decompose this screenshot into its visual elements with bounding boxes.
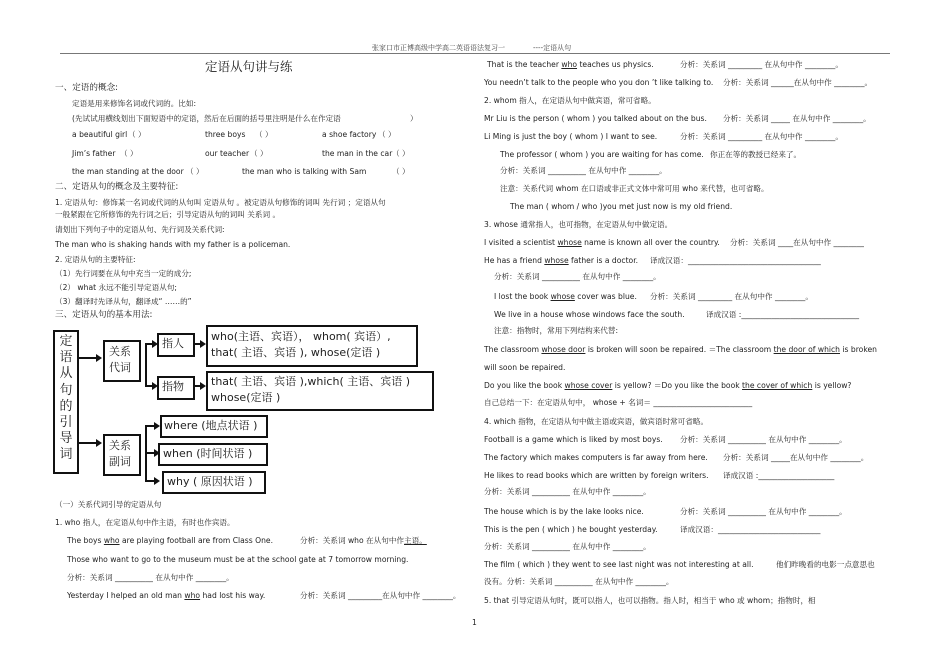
whose-example-3: I lost the book whose cover was blue. <box>494 292 637 301</box>
which-example-3: He likes to read books which are written by foreign writers. <box>484 471 709 480</box>
which-translate-3: 译成汉语 :____________________ <box>723 471 835 480</box>
s2-definition-1: 1. 定语从句：修饰某一名词或代词的从句叫 定语从句 。被定语从句修饰的词叫 先行词 ；定语从句 <box>55 198 386 207</box>
person-words-2: that( 主语、宾语 ), whose(定语 ) <box>211 346 381 359</box>
which-example-1: Football is a game which is liked by most boys. <box>484 435 663 444</box>
whose-translate-2: 译成汉语：___________________________________ <box>650 256 821 265</box>
example-phrase: three boys <box>205 130 246 139</box>
section-1-heading: 一、定语的概念: <box>55 83 119 93</box>
header-left: 张家口市正博高级中学高二英语语法复习一 <box>372 44 505 52</box>
whose-analysis-2: 分析：关系词 __________ 在从句中作 ________。 <box>494 272 661 281</box>
who-rule: 1. who 指人，在定语从句中作主语，有时也作宾语。 <box>55 518 235 527</box>
whom-example-3: The professor ( whom ) you are waiting for has come. <box>500 150 704 159</box>
which-analysis-4: 分析：关系词 __________ 在从句中作 ________。 <box>680 507 847 516</box>
r-analysis-2: 分析：关系词 ______在从句中作 ________。 <box>723 78 873 87</box>
whose-summary: 自己总结一下：在定语从句中， whose + 名词＝ __________________________ <box>484 398 753 407</box>
s1-line-1: 定语是用来修饰名词或代词的。比如: <box>72 99 197 108</box>
arrow-to-person <box>145 343 153 345</box>
whom-example-2: Li Ming is just the boy ( whom ) I want to see. <box>484 132 658 141</box>
who-analysis-2: 分析：关系词 __________ 在从句中作 ________。 <box>67 573 234 582</box>
s2-feature-3: （3）翻译时先译从句，翻译成“ ……的” <box>55 297 192 306</box>
arrow-to-why <box>145 480 155 482</box>
arrow-person-words <box>193 343 201 345</box>
person-label: 指人 <box>162 337 184 350</box>
whom-note: 注意：关系代词 whom 在口语或非正式文体中常可用 who 来代替，也可省略。 <box>500 184 769 193</box>
who-analysis-3: 分析：关系词 _________在从句中作 ________。 <box>300 591 461 600</box>
whose-equiv-1-cont: will soon be repaired. <box>484 363 566 372</box>
who-example-1: The boys who are playing football are from Class One. <box>67 536 273 545</box>
rel-adv-label-2: 副词 <box>109 455 131 468</box>
example-phrase: the man standing at the door <box>72 167 184 176</box>
which-translate-5: 译成汉语：___________________________ <box>680 525 821 534</box>
where-label: where (地点状语 ) <box>164 419 258 432</box>
s2-feature-2: （2） what 永远不能引导定语从句; <box>55 283 177 292</box>
whose-example-1: I visited a scientist whose name is known all over the country. <box>484 238 720 247</box>
example-paren: （ ） <box>120 149 138 158</box>
whom-analysis-3: 分析：关系词 __________ 在从句中作 ________。 <box>500 166 667 175</box>
r-line-1: That is the teacher who teaches us physics. <box>487 60 654 69</box>
s2-example: The man who is shaking hands with my father is a policeman. <box>55 240 291 249</box>
example-phrase: a beautiful girl <box>72 130 128 139</box>
which-rule: 4. which 指物，在定语从句中做主语或宾语，做宾语时常可省略。 <box>484 417 709 426</box>
which-example-6-cn: 他们昨晚看的电影一点意思也 <box>776 560 875 569</box>
which-analysis-6: 没有。分析：关系词 __________ 在从句中作 ________。 <box>484 577 674 586</box>
which-example-6: The film ( which ) they went to see last night was not interesting at all. <box>484 560 754 569</box>
whom-rule: 2. whom 指人，在定语从句中做宾语，常可省略。 <box>484 96 656 105</box>
example-phrase: the man in the car <box>322 149 393 158</box>
whom-example-3-cn: 你正在等的教授已经来了。 <box>710 150 802 159</box>
s2-definition-2: 一般紧跟在它所修饰的先行词之后；引导定语从句的词叫 关系词 。 <box>55 210 281 219</box>
example-phrase: Jim’s father <box>72 149 116 158</box>
header-right: ----定语从句 <box>533 44 572 52</box>
arrow-to-where <box>145 425 155 427</box>
s2-task: 请划出下列句子中的定语从句、先行词及关系代词: <box>55 225 225 234</box>
whose-equiv-2: Do you like the book whose cover is yellow? ＝Do you like the book the cover of which is yellow? <box>484 381 852 390</box>
whom-example-1: Mr Liu is the person ( whom ) you talked about on the bus. <box>484 114 707 123</box>
thing-label: 指物 <box>162 380 184 393</box>
whose-analysis-1: 分析：关系词 ____在从句中作 ________ <box>730 238 864 247</box>
section-3-heading: 三、定语从句的基本用法: <box>55 310 153 320</box>
s2-features-heading: 2. 定语从句的主要特征: <box>55 255 136 264</box>
example-paren: （ ） <box>392 149 410 158</box>
s1-line-2-paren: ） <box>410 114 418 123</box>
which-analysis-2: 分析：关系词 _____在从句中作 ________。 <box>723 453 869 462</box>
arrow-to-thing <box>145 385 153 387</box>
rel-pron-label-1: 关系 <box>109 345 131 358</box>
section-2-heading: 二、定语从句的概念及主要特征: <box>55 182 179 192</box>
who-analysis-1: 分析：关系词 who 在从句中作主语。 <box>300 536 427 545</box>
example-phrase: a shoe factory <box>322 130 377 139</box>
s1-line-2: (先试试用横线划出下面短语中的定语，然后在后面的括号里注明是什么在作定语 <box>72 114 341 123</box>
thing-words-2: whose(定语 ) <box>211 391 281 404</box>
when-label: when (时间状语 ) <box>163 447 253 460</box>
whose-equiv-1: The classroom whose door is broken will soon be repaired. ＝The classroom the door of which is broken <box>484 345 877 354</box>
arrow-to-rel-adv <box>79 442 97 444</box>
page-title: 定语从句讲与练 <box>205 59 293 74</box>
whose-note: 注意：指物时，常用下列结构来代替: <box>494 326 619 335</box>
example-paren: （ ） <box>255 130 273 139</box>
example-paren: （ ） <box>250 149 268 158</box>
whose-example-4: We live in a house whose windows face the south. <box>494 310 685 319</box>
r-analysis-1: 分析：关系词 _________ 在从句中作 ________。 <box>680 60 843 69</box>
example-phrase: our teacher <box>205 149 250 158</box>
example-paren: （ ） <box>392 167 410 176</box>
whose-translate-4: 译成汉语 :_______________________________ <box>706 310 860 319</box>
s2-feature-1: （1）先行词要在从句中充当一定的成分; <box>55 269 192 278</box>
which-example-4: The house which is by the lake looks nice. <box>484 507 644 516</box>
r-line-2: You needn’t talk to the people who you don ’t like talking to. <box>484 78 714 87</box>
whom-analysis-2: 分析：关系词 _________ 在从句中作 ________。 <box>680 132 843 141</box>
which-example-5: This is the pen ( which ) he bought yesterday. <box>484 525 658 534</box>
arrow-to-rel-pron <box>79 357 97 359</box>
whose-example-2: He has a friend whose father is a doctor. <box>484 256 639 265</box>
why-label: why ( 原因状语 ) <box>167 475 253 488</box>
page-number: 1 <box>472 618 477 627</box>
rel-pron-label-2: 代词 <box>109 361 131 374</box>
example-paren: （ ） <box>186 167 204 176</box>
arrow-thing-words <box>193 385 201 387</box>
whose-analysis-3: 分析：关系词 _________ 在从句中作 ________。 <box>650 292 813 301</box>
example-phrase: the man who is talking with Sam <box>242 167 367 176</box>
s3-subheading: （一）关系代词引导的定语从句 <box>55 500 162 509</box>
which-analysis-5: 分析：关系词 __________ 在从句中作 ________。 <box>484 542 651 551</box>
who-example-3: Yesterday I helped an old man who had lost his way. <box>67 591 266 600</box>
which-example-2: The factory which makes computers is far away from here. <box>484 453 708 462</box>
whom-analysis-1: 分析：关系词 _____ 在从句中作 ________。 <box>723 114 871 123</box>
root-label: 定 语 从 句 的 引 导 词 <box>59 334 73 463</box>
whom-note-example: The man ( whom / who )you met just now is my old friend. <box>510 202 733 211</box>
pron-branch-vertical <box>145 343 147 386</box>
thing-words-1: that( 主语、宾语 ),which( 主语、宾语 ) <box>211 375 411 388</box>
rel-adv-label-1: 关系 <box>109 439 131 452</box>
header-rule <box>60 53 890 54</box>
which-analysis-3: 分析：关系词 __________ 在从句中作 ________。 <box>484 487 651 496</box>
example-paren: （ ） <box>378 130 396 139</box>
who-example-2: Those who want to go to the museum must be at the school gate at 7 tomorrow morning. <box>67 555 409 564</box>
person-words-1: who(主语、宾语）， whom( 宾语）, <box>211 330 391 343</box>
whose-rule: 3. whose 通常指人，也可指物，在定语从句中做定语。 <box>484 220 673 229</box>
which-analysis-1: 分析：关系词 __________ 在从句中作 ________。 <box>680 435 847 444</box>
that-rule: 5. that 引导定语从句时，既可以指人，也可以指物。指人时，相当于 who 或 whom；指物时，相 <box>484 596 816 605</box>
example-paren: （ ） <box>128 130 146 139</box>
arrow-to-when <box>145 452 155 454</box>
